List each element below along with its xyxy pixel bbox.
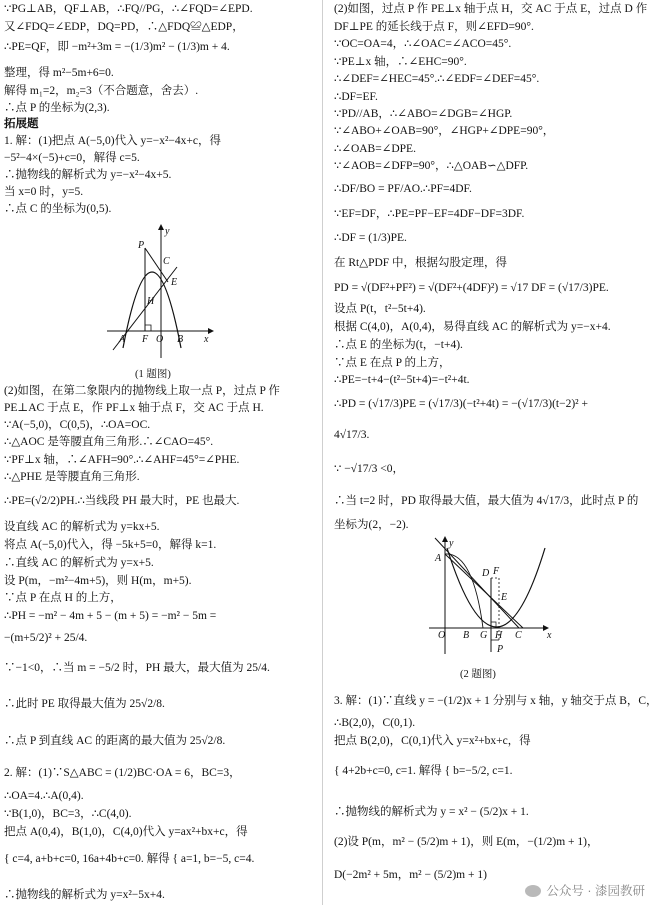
text-line: ∴△PHE 是等腰直角三角形. — [4, 471, 140, 483]
text-line: ∴△AOC 是等腰直角三角形.∴∠CAO=45°. — [4, 436, 214, 448]
watermark — [525, 881, 645, 899]
text-line: PD = √(DF²+PF²) = √(DF²+(4DF)²) = √17 DF = (√17/3)PE. — [334, 282, 609, 294]
text-line: 设点 P(t，t²−5t+4). — [334, 303, 426, 315]
text-line: ∵∠ABO+∠OAB=90°，∠HGP+∠DPE=90°， — [334, 125, 555, 137]
text-line: ∴PE=(√2/2)PH.∴当线段 PH 最大时，PE 也最大. — [4, 495, 240, 507]
text-line: ∵PF⊥x 轴，∴∠AFH=90°.∴∠AHF=45°=∠PHE. — [4, 454, 240, 466]
text-line: ∵PE⊥x 轴，∴∠EHC=90°. — [334, 56, 467, 68]
text-line: ∴点 E 的坐标为(t，−t+4). — [334, 339, 463, 351]
text-line: ∵点 E 在点 P 的上方， — [334, 357, 451, 369]
section-heading: 拓展题 — [4, 118, 39, 130]
figure-2-caption: (2 题图) — [460, 669, 496, 680]
text-line: ∴B(2,0)，C(0,1). — [334, 717, 416, 729]
text-line: ∵B(1,0)，BC=3，∴C(4,0). — [4, 808, 132, 820]
figure-1-label: H — [147, 296, 155, 307]
text-line: ∴DF=EF. — [334, 91, 378, 103]
text-line: ∴PE=QF，即 −m²+3m = −(1/3)m² − (1/3)m + 4. — [4, 41, 230, 53]
text-line: 将点 A(−5,0)代入，得 −5k+5=0，解得 k=1. — [4, 539, 217, 551]
figure-2-label: x — [547, 630, 552, 641]
text-line: (2)如图，在第二象限内的抛物线上取一点 P，过点 P 作 — [4, 385, 280, 397]
text-line: 把点 B(2,0)，C(0,1)代入 y=x²+bx+c，得 — [334, 735, 531, 747]
text-line: 坐标为(2，−2). — [334, 519, 409, 531]
text-line: 在 Rt△PDF 中，根据勾股定理，得 — [334, 257, 508, 269]
text-line: ∵OC=OA=4，∴∠OAC=∠ACO=45°. — [334, 38, 512, 50]
figure-2-label: O — [438, 630, 446, 641]
text-line: ∵−1<0，∴当 m = −5/2 时，PH 最大，最大值为 25/4. — [4, 662, 270, 674]
text-line: ∴OA=4.∴A(0,4). — [4, 790, 84, 802]
text-line: ∴抛物线的解析式为 y=−x²−4x+5. — [4, 169, 172, 181]
text-line: D(−2m² + 5m，m² − (5/2)m + 1) — [334, 869, 487, 881]
text-line: 3. 解：(1)∵直线 y = −(1/2)x + 1 分别与 x 轴，y 轴交于点 B，C， — [334, 695, 658, 707]
text-line: ∵点 P 在点 H 的上方， — [4, 592, 122, 604]
text-line: ∴DF = (1/3)PE. — [334, 232, 407, 244]
figure-2-label: B — [463, 630, 470, 641]
figure-1-label: F — [142, 334, 149, 345]
watermark-text: 公众号 · 漆园教研 — [546, 884, 645, 898]
text-line: ∵∠AOB=∠DFP=90°，∴△OAB∽△DFP. — [334, 160, 529, 172]
text-line: (2)如图，过点 P 作 PE⊥x 轴于点 H，交 AC 于点 E，过点 D 作 — [334, 3, 648, 15]
text-line: ∵PG⊥AB，QF⊥AB，∴FQ//PG，∴∠FQD=∠EPD. — [4, 3, 253, 15]
text-line: ∴当 t=2 时，PD 取得最大值，最大值为 4√17/3，此时点 P 的 — [334, 495, 639, 507]
equation-system: { c=4, a+b+c=0, 16a+4b+c=0. 解得 { a=1, b=−5, c=4. — [4, 853, 255, 865]
wechat-icon — [525, 885, 541, 897]
figure-2-label: F — [493, 566, 500, 577]
text-line: 把点 A(0,4)，B(1,0)，C(4,0)代入 y=ax²+bx+c，得 — [4, 826, 248, 838]
figure-2-label: A — [435, 553, 442, 564]
figure-2-label: y — [449, 538, 454, 549]
text-line: 当 x=0 时，y=5. — [4, 186, 84, 198]
text-line: ∵EF=DF，∴PE=PF−EF=4DF−DF=3DF. — [334, 208, 525, 220]
text-line: 2. 解：(1)∵S△ABC = (1/2)BC·OA = 6，BC=3， — [4, 767, 241, 779]
figure-2-label: G — [480, 630, 488, 641]
text-line: ∴此时 PE 取得最大值为 25√2/8. — [4, 698, 165, 710]
text-line: 解得 m₁=2，m₂=3（不合题意，舍去）. — [4, 85, 199, 97]
text-line: ∴点 P 的坐标为(2,3). — [4, 102, 110, 114]
text-line: −5²−4×(−5)+c=0，解得 c=5. — [4, 152, 140, 164]
text-line: ∴抛物线的解析式为 y = x² − (5/2)x + 1. — [334, 806, 529, 818]
figure-1-label: A — [119, 334, 126, 345]
text-line: 又∠FDQ=∠EDP，DQ=PD，∴△FDQ≌△EDP， — [4, 21, 244, 33]
figure-2-label: H — [495, 630, 503, 641]
figure-2-label: E — [501, 592, 508, 603]
text-line: ∵ −√17/3 <0， — [334, 463, 405, 475]
text-line: ∴PH = −m² − 4m + 5 − (m + 5) = −m² − 5m = — [4, 610, 217, 622]
figure-1-label: y — [165, 226, 170, 237]
text-line: ∴∠OAB=∠DPE. — [334, 143, 416, 155]
text-line: 整理，得 m²−5m+6=0. — [4, 67, 114, 79]
text-line: 设 P(m，−m²−4m+5)，则 H(m，m+5). — [4, 575, 192, 587]
text-line: ∴直线 AC 的解析式为 y=x+5. — [4, 557, 154, 569]
figure-1 — [105, 222, 215, 362]
text-line: ∵A(−5,0)，C(0,5)，∴OA=OC. — [4, 419, 151, 431]
text-line: ∵PD//AB，∴∠ABO=∠DGB=∠HGP. — [334, 108, 513, 120]
figure-1-label: O — [156, 334, 164, 345]
text-line: PE⊥AC 于点 E，作 PF⊥x 轴于点 F，交 AC 于点 H. — [4, 402, 264, 414]
text-line: ∴点 C 的坐标为(0,5). — [4, 203, 112, 215]
text-line: ∴抛物线的解析式为 y=x²−5x+4. — [4, 889, 165, 901]
text-line: ∴∠DEF=∠HEC=45°.∴∠EDF=∠DEF=45°. — [334, 73, 540, 85]
text-line: ∴点 P 到直线 AC 的距离的最大值为 25√2/8. — [4, 735, 226, 747]
figure-2 — [425, 534, 585, 662]
figure-1-label: C — [163, 256, 170, 267]
text-line: ∴DF/BO = PF/AO.∴PF=4DF. — [334, 183, 472, 195]
text-line: 根据 C(4,0)，A(0,4)，易得直线 AC 的解析式为 y=−x+4. — [334, 321, 611, 333]
figure-1-label: E — [171, 277, 178, 288]
figure-1-caption: (1 题图) — [135, 369, 171, 380]
text-line: 1. 解：(1)把点 A(−5,0)代入 y=−x²−4x+c，得 — [4, 135, 221, 147]
text-line: 4√17/3. — [334, 429, 370, 441]
figure-1-label: P — [138, 240, 145, 251]
figure-1-label: B — [177, 334, 184, 345]
column-divider — [322, 0, 323, 905]
text-line: ∴PE=−t+4−(t²−5t+4)=−t²+4t. — [334, 374, 470, 386]
equation-system: { 4+2b+c=0, c=1. 解得 { b=−5/2, c=1. — [334, 765, 513, 777]
text-line: (2)设 P(m，m² − (5/2)m + 1)，则 E(m，−(1/2)m + 1)， — [334, 836, 599, 848]
figure-2-label: D — [482, 568, 490, 579]
text-line: −(m+5/2)² + 25/4. — [4, 632, 88, 644]
figure-2-label: P — [497, 644, 504, 655]
figure-2-label: C — [515, 630, 522, 641]
text-line: ∴PD = (√17/3)PE = (√17/3)(−t²+4t) = −(√17/3)(t−2)² + — [334, 398, 588, 410]
text-line: 设直线 AC 的解析式为 y=kx+5. — [4, 521, 160, 533]
text-line: DF⊥PE 的延长线于点 F，则∠EFD=90°. — [334, 21, 534, 33]
figure-1-label: x — [204, 334, 209, 345]
